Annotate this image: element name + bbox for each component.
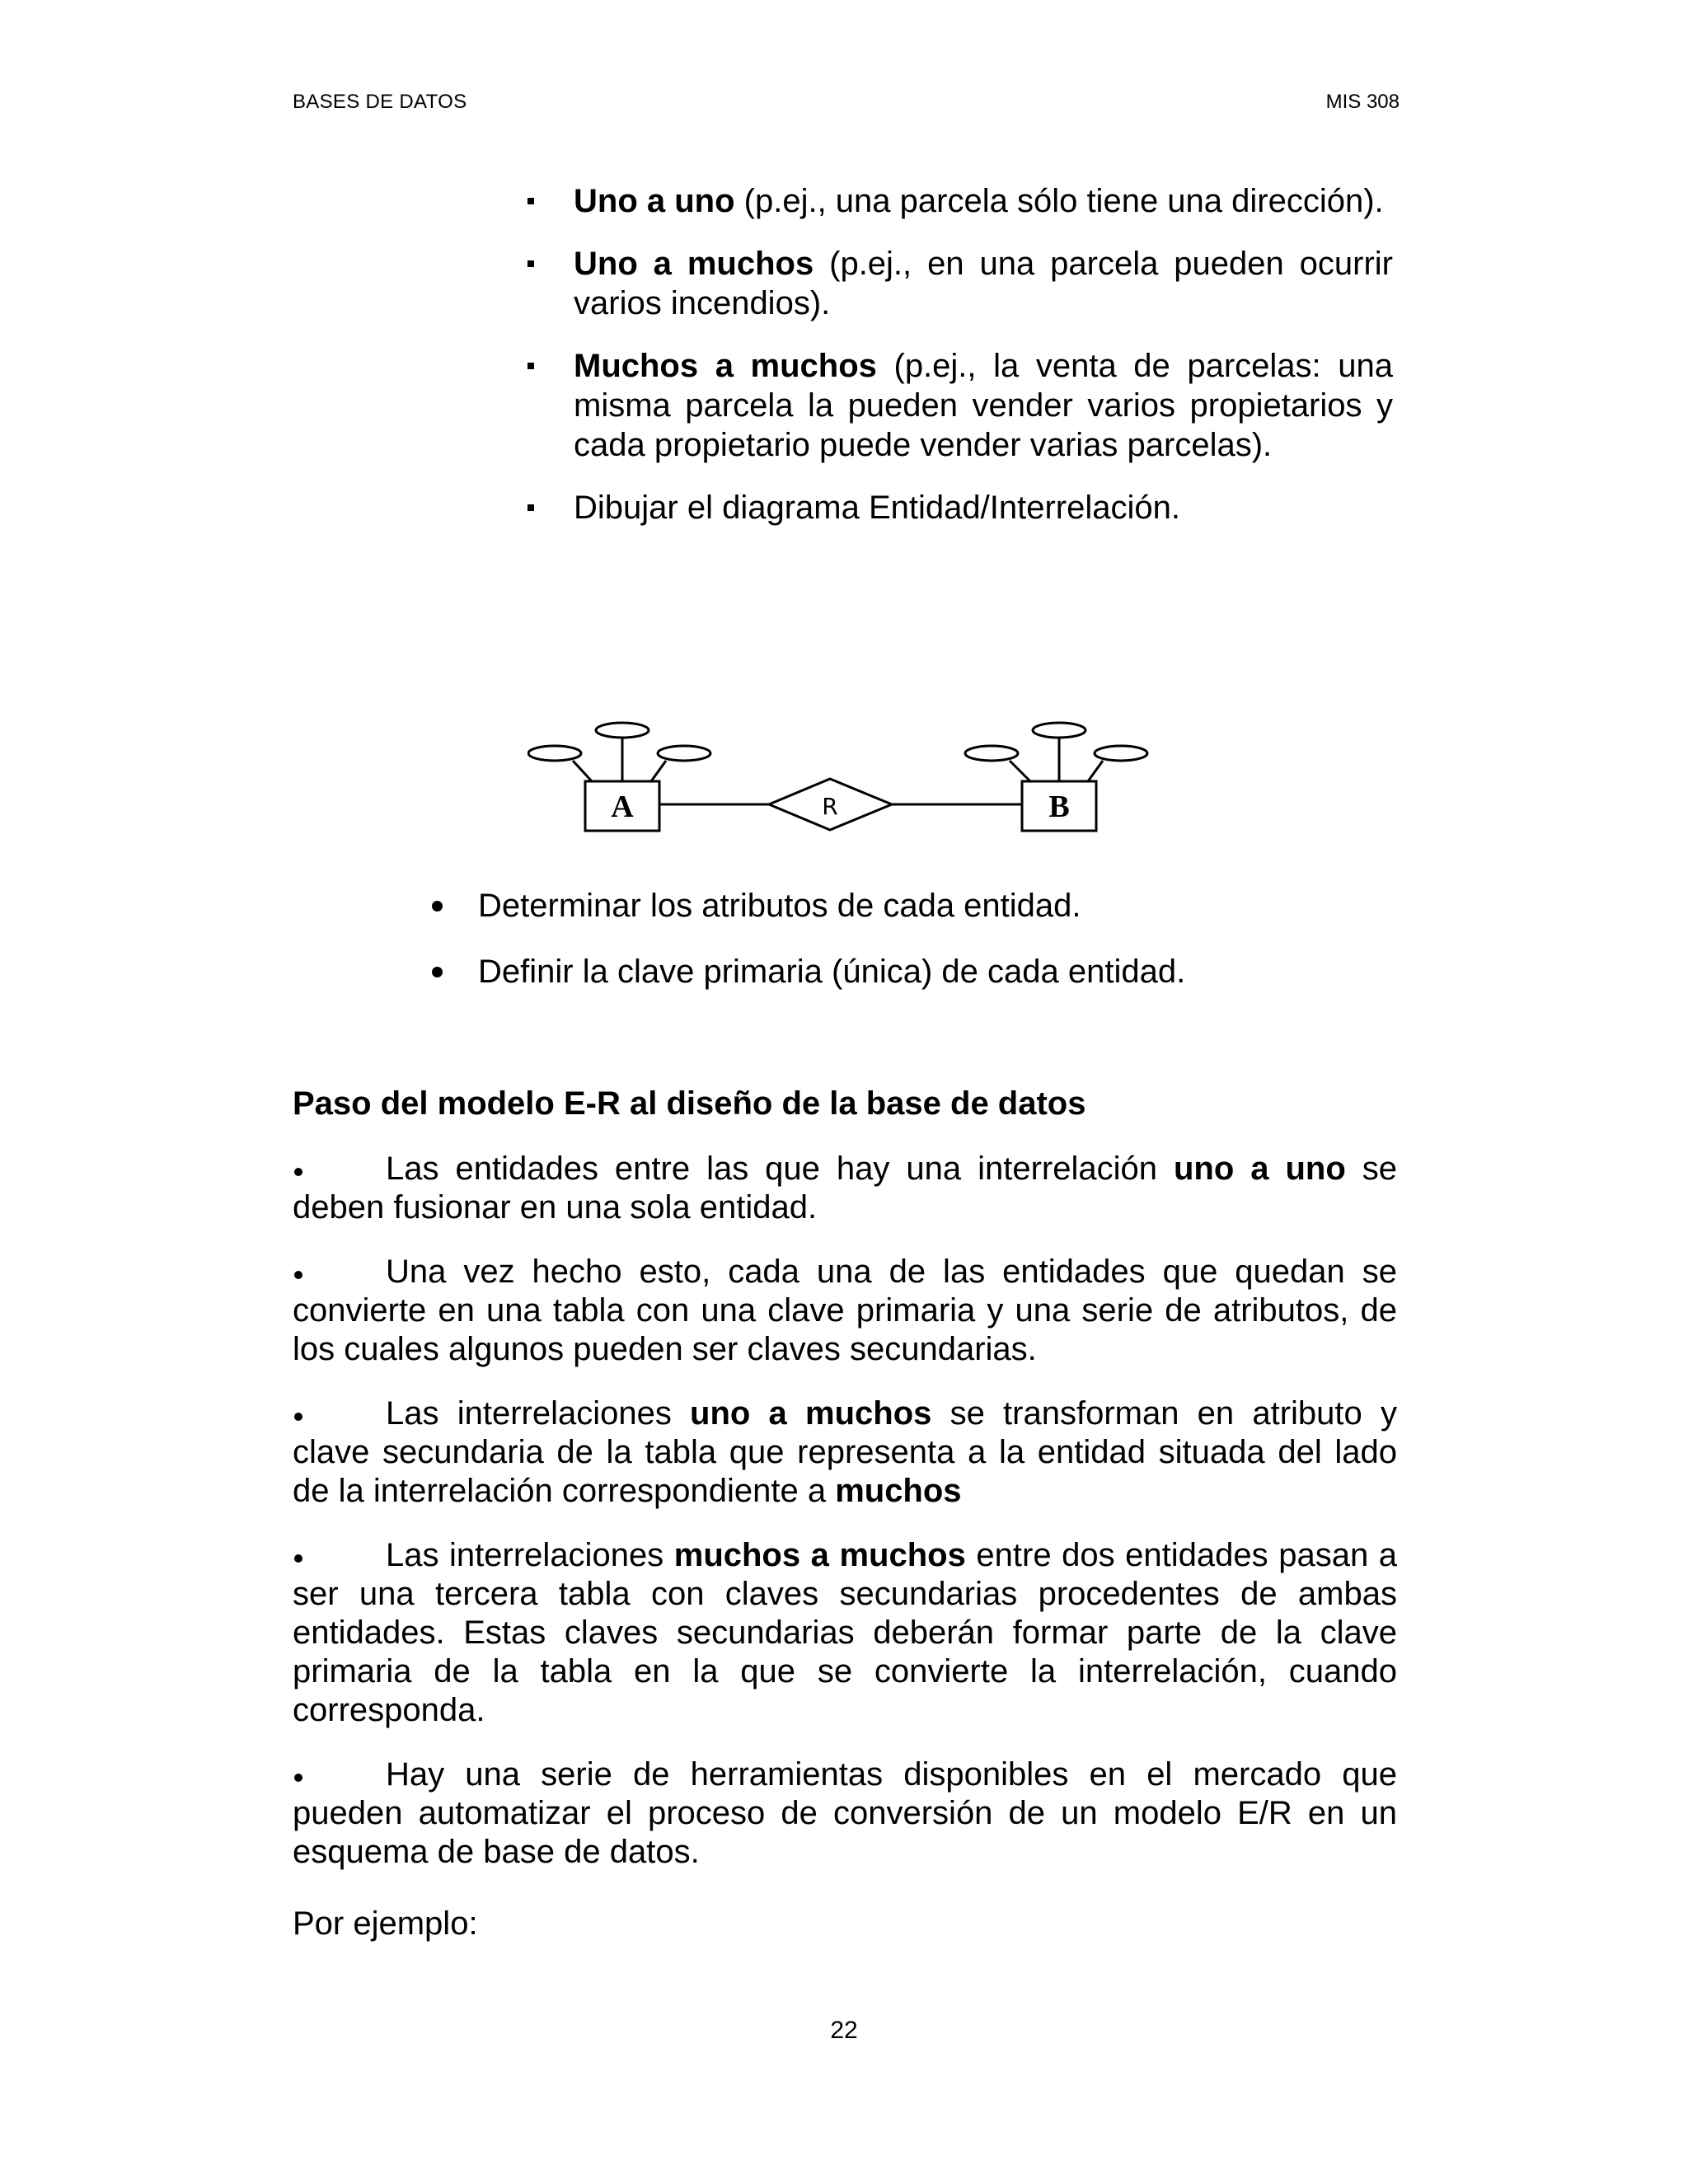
cardinality-item bbox=[528, 244, 1393, 323]
rule-emphasis: uno a muchos bbox=[690, 1395, 932, 1432]
bullet-icon bbox=[294, 1554, 302, 1563]
rule-item bbox=[293, 1536, 1397, 1730]
closing-text: Por ejemplo: bbox=[293, 1905, 478, 1942]
rule-text: entre dos entidades pasan a ser una tercera tabla con claves secundarias procedentes de ambas entidades. Estas claves secundarias deberán formar parte de la clave primaria de la tabla en la que se convierte la interrelación, cuando corresponda. bbox=[293, 1537, 1398, 1728]
attribute-ellipse-b-left bbox=[965, 746, 1018, 761]
er-diagram bbox=[528, 717, 1170, 849]
step-item bbox=[429, 952, 1393, 991]
rule-text: Las entidades entre las que hay una interrelación bbox=[386, 1151, 1174, 1187]
cardinality-list bbox=[528, 181, 1393, 551]
rule-text: se transforman en atributo y clave secundaria de la tabla que representa a la entidad situada del lado de la interrelación correspondiente a bbox=[293, 1395, 1397, 1509]
cardinality-term: Uno a muchos bbox=[574, 246, 814, 282]
rule-item bbox=[293, 1755, 1397, 1872]
rule-text: Las interrelaciones bbox=[386, 1537, 674, 1573]
rule-item bbox=[293, 1394, 1397, 1511]
cardinality-desc: (p.ej., la venta de parcelas: una misma parcela la pueden vender varios propietarios y cada propietario puede vender varias parcelas). bbox=[574, 348, 1393, 463]
page-number: 22 bbox=[830, 2017, 858, 2044]
step-item bbox=[429, 886, 1393, 926]
step-text: Definir la clave primaria (única) de cada entidad. bbox=[478, 954, 1186, 990]
rule-emphasis: muchos a muchos bbox=[673, 1537, 966, 1573]
square-bullet-icon bbox=[528, 260, 534, 267]
section-title: Paso del modelo E-R al diseño de la base de datos bbox=[293, 1085, 1086, 1122]
cardinality-item bbox=[528, 488, 1393, 527]
square-bullet-icon bbox=[528, 198, 534, 204]
rules-list bbox=[293, 1150, 1397, 1897]
entity-a-label: A bbox=[611, 790, 634, 824]
cardinality-desc: (p.ej., una parcela sólo tiene una dirección). bbox=[734, 183, 1384, 219]
attribute-ellipse-b-right bbox=[1095, 746, 1147, 761]
bullet-icon bbox=[294, 1774, 302, 1782]
rule-text: se deben fusionar en una sola entidad. bbox=[293, 1151, 1398, 1226]
bullet-icon bbox=[432, 901, 443, 912]
square-bullet-icon bbox=[528, 363, 534, 369]
cardinality-item bbox=[528, 346, 1393, 465]
bullet-icon bbox=[294, 1271, 302, 1279]
bullet-icon bbox=[294, 1413, 302, 1421]
attribute-ellipse-b-top bbox=[1033, 723, 1085, 738]
entity-b-label: B bbox=[1048, 790, 1070, 824]
page-header-left: BASES DE DATOS bbox=[293, 91, 467, 113]
step-text: Determinar los atributos de cada entidad. bbox=[478, 888, 1081, 924]
square-bullet-icon bbox=[528, 504, 534, 511]
page-header-right: MIS 308 bbox=[1325, 91, 1400, 113]
bullet-icon bbox=[294, 1168, 302, 1176]
attribute-ellipse-a-left bbox=[528, 746, 581, 761]
rule-item bbox=[293, 1150, 1397, 1227]
cardinality-desc: (p.ej., en una parcela pueden ocurrir varios incendios). bbox=[574, 246, 1393, 321]
rule-item bbox=[293, 1253, 1397, 1369]
rule-text: Las interrelaciones bbox=[386, 1395, 691, 1432]
attribute-ellipse-a-top bbox=[596, 723, 649, 738]
rule-emphasis: uno a uno bbox=[1173, 1151, 1346, 1187]
cardinality-desc: Dibujar el diagrama Entidad/Interrelación. bbox=[574, 490, 1180, 526]
cardinality-item bbox=[528, 181, 1393, 221]
rule-text: Hay una serie de herramientas disponibles en el mercado que pueden automatizar el proceso de conversión de un modelo E/R en un esquema de base de datos. bbox=[293, 1756, 1397, 1870]
bullet-icon bbox=[432, 967, 443, 977]
rule-emphasis: muchos bbox=[835, 1473, 962, 1509]
relation-r-label: R bbox=[822, 793, 838, 820]
attribute-ellipse-a-right bbox=[658, 746, 710, 761]
cardinality-term: Muchos a muchos bbox=[574, 348, 877, 384]
steps-list bbox=[429, 886, 1393, 1018]
rule-text: Una vez hecho esto, cada una de las entidades que quedan se convierte en una tabla con una clave primaria y una serie de atributos, de los cuales algunos pueden ser claves secundarias. bbox=[293, 1254, 1397, 1367]
cardinality-term: Uno a uno bbox=[574, 183, 735, 219]
